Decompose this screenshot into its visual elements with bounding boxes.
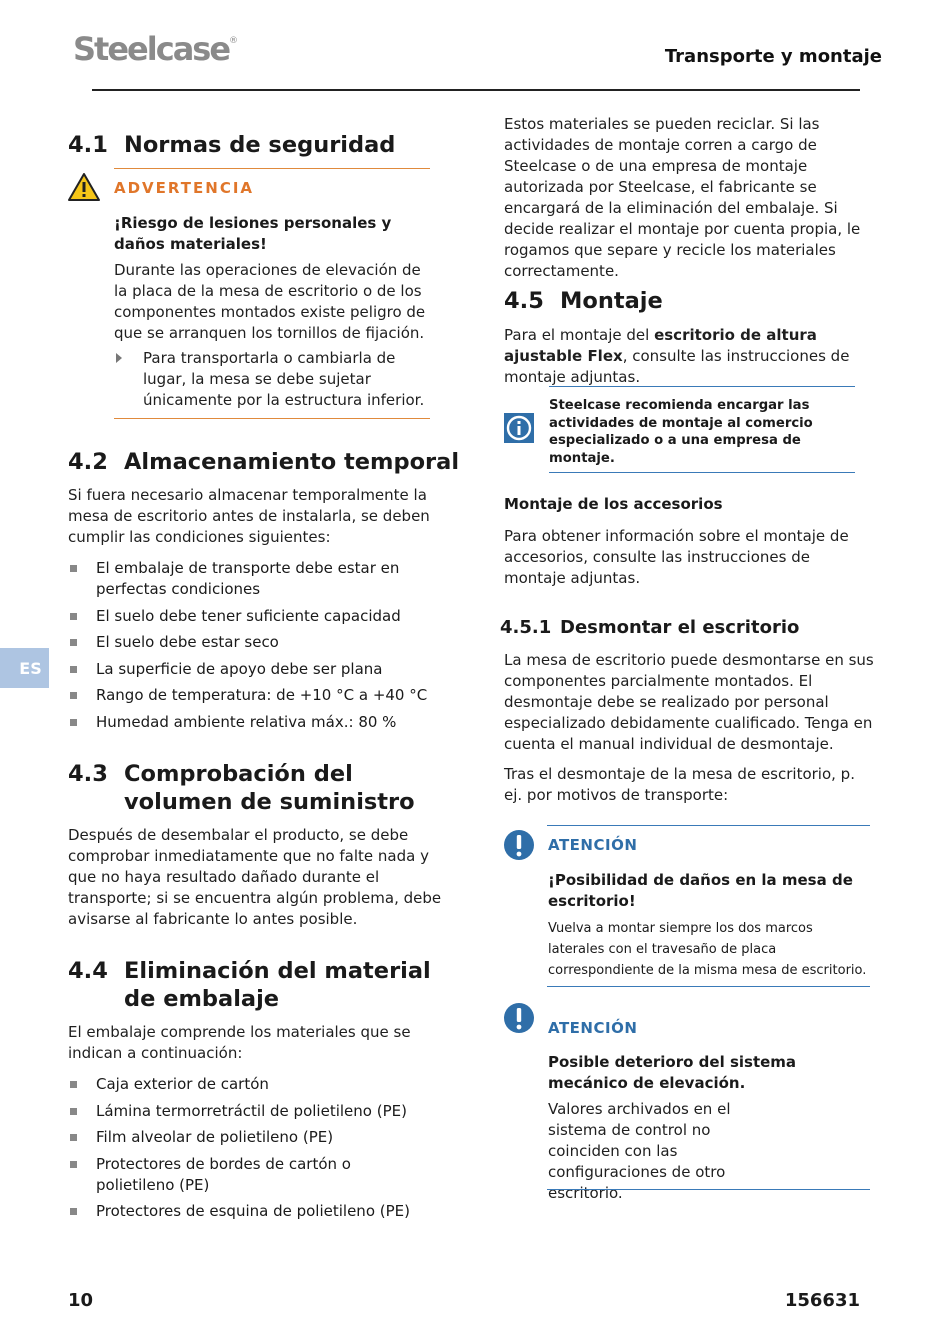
heading-4-5: 4.5 Montaje <box>504 288 663 314</box>
header-rule <box>92 89 860 91</box>
list-item: El embalaje de transporte debe estar en perfectas condiciones <box>68 558 438 600</box>
dismantle-text-2: Tras el desmontaje de la mesa de escritorio, p. ej. por motivos de transporte: <box>504 765 855 804</box>
info-icon <box>503 412 535 444</box>
heading-4-1: 4.1 Normas de seguridad <box>68 132 396 158</box>
list-item: Protectores de bordes de cartón o polietileno (PE) <box>68 1154 428 1196</box>
list-item: Humedad ambiente relativa máx.: 80 % <box>68 712 438 733</box>
attention-1-text: Vuelva a montar siempre los dos marcos laterales con el travesaño de placa correspondiente de la misma mesa de escritorio. <box>548 921 867 978</box>
list-item: La superficie de apoyo debe ser plana <box>68 659 438 680</box>
heading-4-4: 4.4 Eliminación del material de embalaje <box>68 958 431 1012</box>
heading-4-2: 4.2 Almacenamiento temporal <box>68 449 460 475</box>
attention-icon <box>503 829 535 861</box>
storage-intro: Si fuera necesario almacenar temporalmente la mesa de escritorio antes de instalarla, se deben cumplir las condiciones siguientes: <box>68 486 430 546</box>
warning-triangle-icon <box>67 172 101 202</box>
attention-2-heading: Posible deterioro del sistema mecánico de elevación. <box>548 1053 797 1092</box>
attention-1-heading: ¡Posibilidad de daños en la mesa de escritorio! <box>548 871 853 910</box>
warning-label: ADVERTENCIA <box>114 179 255 197</box>
info-top-rule <box>549 386 855 387</box>
info-bottom-rule <box>549 472 855 473</box>
delivery-check-text: Después de desembalar el producto, se debe comprobar inmediatamente que no falte nada y que no haya resultado dañado durante el transporte; si se encuentra algún problema, debe avisarse al fabricante lo antes posible. <box>68 826 442 928</box>
storage-conditions-list <box>68 558 438 738</box>
document-number: 156631 <box>784 1290 860 1311</box>
attention-1-bottom-rule <box>547 986 870 987</box>
list-item: Film alveolar de polietileno (PE) <box>68 1127 428 1148</box>
action-arrow-icon <box>116 353 122 363</box>
list-item: Lámina termorretráctil de polietileno (PE) <box>68 1101 428 1122</box>
attention-2-label: ATENCIÓN <box>548 1019 638 1037</box>
recycling-text: Estos materiales se pueden reciclar. Si las actividades de montaje corren a cargo de Steelcase o de una empresa de montaje autorizada por Steelcase, el fabricante se encargará de la eliminación del embalaje. Si decide realizar el montaje por cuenta propia, le rogamos que separe y recicle los materiales correctamente. <box>504 115 861 280</box>
warning-top-rule <box>114 168 430 169</box>
packaging-intro: El embalaje comprende los materiales que se indican a continuación: <box>68 1023 411 1062</box>
heading-4-5-1: 4.5.1 Desmontar el escritorio <box>500 617 800 638</box>
header-title: Transporte y montaje <box>664 46 882 67</box>
accessories-heading: Montaje de los accesorios <box>504 495 723 513</box>
warning-bottom-rule <box>114 418 430 419</box>
attention-1-label: ATENCIÓN <box>548 836 638 854</box>
info-text: Steelcase recomienda encargar las actividades de montaje al comercio especializado o a una empresa de montaje. <box>549 398 813 466</box>
warning-action: Para transportarla o cambiarla de lugar, la mesa se debe sujetar únicamente por la estructura inferior. <box>143 349 425 409</box>
attention-2-text: Valores archivados en el sistema de control no coinciden con las configuraciones de otro escritorio. <box>548 1100 731 1202</box>
accessories-text: Para obtener información sobre el montaje de accesorios, consulte las instrucciones de montaje adjuntas. <box>504 527 849 587</box>
assembly-text: Para el montaje del escritorio de altura ajustable Flex, consulte las instrucciones de montaje adjuntas. <box>504 326 850 386</box>
page-number: 10 <box>68 1290 94 1311</box>
attention-icon <box>503 1002 535 1034</box>
packaging-materials-list <box>68 1074 428 1228</box>
list-item: Caja exterior de cartón <box>68 1074 428 1095</box>
warning-text: Durante las operaciones de elevación de la placa de la mesa de escritorio o de los componentes montados existe peligro de que se arranquen los tornillos de fijación. <box>114 261 426 342</box>
list-item: El suelo debe tener suficiente capacidad <box>68 606 438 627</box>
list-item: Protectores de esquina de polietileno (PE) <box>68 1201 428 1222</box>
warning-heading: ¡Riesgo de lesiones personales y daños materiales! <box>114 214 392 253</box>
heading-4-3: 4.3 Comprobación del volumen de suministro <box>68 761 415 815</box>
language-tab-es: ES <box>0 648 49 688</box>
attention-2-bottom-rule <box>547 1189 870 1190</box>
attention-1-top-rule <box>547 825 870 826</box>
list-item: Rango de temperatura: de +10 °C a +40 °C <box>68 685 438 706</box>
list-item: El suelo debe estar seco <box>68 632 438 653</box>
steelcase-logo: Steelcase® <box>73 30 239 68</box>
dismantle-text-1: La mesa de escritorio puede desmontarse en sus componentes parcialmente montados. El desmontaje debe se realizado por personal especializado debidamente cualificado. Tenga en cuenta el manual individual de desmontaje. <box>504 651 874 753</box>
